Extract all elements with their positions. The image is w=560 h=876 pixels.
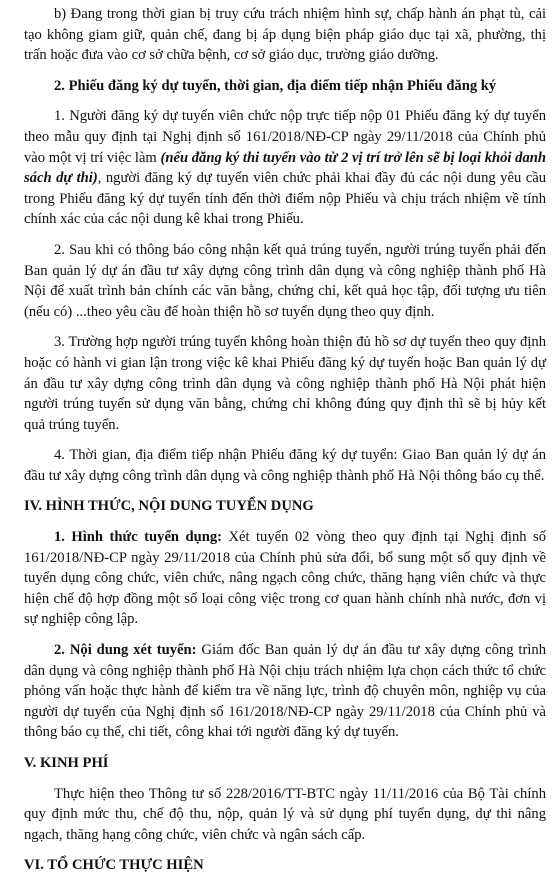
paragraph-item-4: 4. Thời gian, địa điểm tiếp nhận Phiếu đăng ký dự tuyển: Giao Ban quản lý dự án đầu tư xây dựng công trình dân dụng và công nghiệp thành phố Hà Nội thông báo cụ thể. (24, 447, 546, 484)
paragraph-b: b) Đang trong thời gian bị truy cứu trách nhiệm hình sự, chấp hành án phạt tù, cải tạo không giam giữ, quản chế, đang bị áp dụng biện pháp giáo dục tại xã, phường, thị trấn hoặc đưa vào cơ sở chữa bệnh, cơ sở giáo dục, trường giáo dưỡng. (24, 6, 546, 64)
paragraph-item-2: 2. Sau khi có thông báo công nhận kết quả trúng tuyển, người trúng tuyển phải đến Ban quản lý dự án đầu tư xây dựng công trình dân dụng và công nghiệp thành phố Hà Nội để xuất trình bản chính các văn bằng, chứng chỉ, kết quả học tập, đối tượng ưu tiên (nếu có) ...theo yêu cầu để hoàn thiện hồ sơ tuyển dụng theo quy định. (24, 241, 546, 320)
section-heading-vi: VI. TỔ CHỨC THỰC HIỆN (24, 857, 204, 874)
recruitment-form-text: Xét tuyển 02 vòng theo quy định tại Nghị định số 161/2018/NĐ-CP ngày 29/11/2018 của Chính phủ sửa đổi, bổ sung một số quy định về tuyển dụng công chức, viên chức, nâng ngạch công chức, thăng hạng viên chức và thực hiện chế độ hợp đồng một số loại công việc trong cơ quan hành chính nhà nước, đơn vị sự nghiệp công lập. (24, 529, 546, 628)
paragraph-item-1 (24, 106, 546, 230)
item-1-italic-note: (nếu đăng ký thi tuyển vào từ 2 vị trí trở lên sẽ bị loại khỏi danh sách dự thi) (24, 149, 546, 187)
recruitment-form-label: 1. Hình thức tuyển dụng: (54, 529, 223, 546)
paragraph-item-3: 3. Trường hợp người trúng tuyển không hoàn thiện đủ hồ sơ dự tuyển theo quy định hoặc có hành vi gian lận trong việc kê khai Phiếu đăng ký dự tuyển hoặc Ban quản lý dự án đầu tư xây dựng công trình dân dụng và công nghiệp thành phố Hà Nội phát hiện người trúng tuyển sử dụng văn bằng, chứng chỉ không đúng quy định thì sẽ bị hủy kết quả trúng tuyển. (24, 334, 546, 433)
item-1-text-b: , người đăng ký dự tuyển viên chức phải khai đầy đủ các nội dung yêu cầu trong Phiếu đăng ký dự tuyển tính đến thời điểm nộp Phiếu và chịu trách nhiệm về tính chính xác của các nội dung kê khai trong Phiếu. (24, 170, 546, 228)
recruitment-content-label: 2. Nội dung xét tuyển: (54, 642, 197, 659)
section-heading-v: V. KINH PHÍ (24, 755, 109, 771)
section-heading-iv: IV. HÌNH THỨC, NỘI DUNG TUYỂN DỤNG (24, 498, 314, 515)
paragraph-recruitment-content (24, 640, 546, 743)
recruitment-content-text: Giám đốc Ban quản lý dự án đầu tư xây dựng công trình dân dụng và công nghiệp thành phố Hà Nội chịu trách nhiệm lựa chọn cách thức tổ chức phỏng vấn hoặc thực hành để kiểm tra về năng lực, trình độ chuyên môn, nghiệp vụ của người dự tuyển của Nghị định số 161/2018/NĐ-CP ngày 29/11/2018 của Chính phủ và thông báo cụ thể, chi tiết, công khai tới người đăng ký dự tuyển. (24, 642, 546, 741)
paragraph-funding: Thực hiện theo Thông tư số 228/2016/TT-BTC ngày 11/11/2016 của Bộ Tài chính quy định mức thu, chế độ thu, nộp, quản lý và sử dụng phí tuyển dụng, dự thi nâng ngạch, thăng hạng công chức, viên chức và ngân sách cấp. (24, 785, 546, 843)
item-1-text-a: 1. Người đăng ký dự tuyển viên chức nộp trực tiếp nộp 01 Phiếu đăng ký dự tuyển theo mẫu quy định tại Nghị định số 161/2018/NĐ-CP ngày 29/11/2018 của Chính phủ vào một vị trí việc làm (24, 108, 546, 166)
section-heading-registration: 2. Phiếu đăng ký dự tuyển, thời gian, địa điểm tiếp nhận Phiếu đăng ký (54, 77, 497, 94)
paragraph-recruitment-form (24, 527, 546, 630)
